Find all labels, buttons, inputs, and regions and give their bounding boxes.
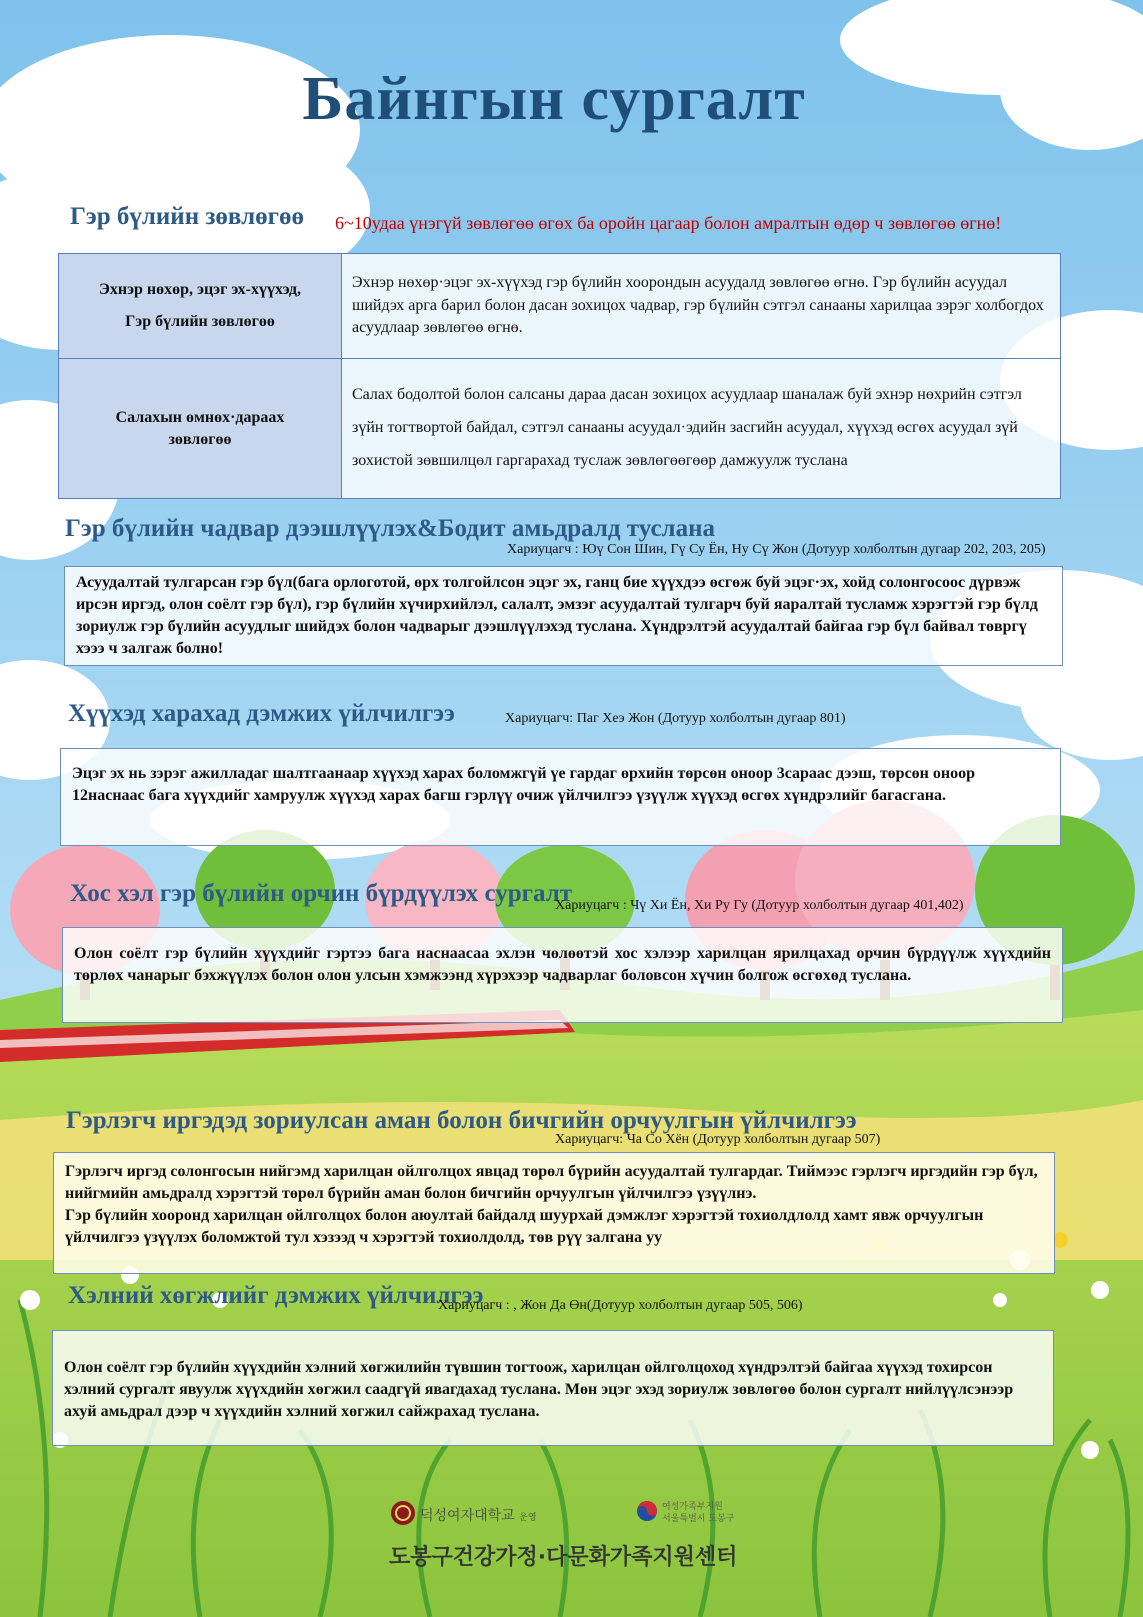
page-title: Байнгын сургалт [302, 65, 806, 133]
childcare-description: Эцэг эх нь зэрэг ажилладаг шалтгаанаар хүүхэд харах боломжгүй үе гардаг өрхийн төрсөн оноор 3сараас дээш, төрсөн оноор 12наснаас бага хүүхдийг хамруулж хүүхэд харах багш гэрлүү очиж үйлчилгээ үзүүлж хүүхэд өсгөх хүндрэлийг багасгана. [60, 748, 1061, 846]
table-row-text: Эхнэр нөхөр·эцэг эх-хүүхэд гэр бүлийн хоорондын асуудалд зөвлөгөө өгнө. Гэр бүлийн асуудал шийдэх арга барил болон дасан зохицох чадвар, гэр бүлийн сэтгэл санааны харилцаа зэрэг холбогдох асуудлаар зөвлөгөө өгнө. [342, 254, 1061, 359]
label-line: зөвлөгөө [168, 430, 232, 448]
interpretation-heading: Гэрлэгч иргэдэд зориулсан аман болон бичгийн орчуулгын үйлчилгээ [66, 1107, 857, 1134]
language-description: Олон соёлт гэр бүлийн хүүхдийн хэлний хөгжилийн түвшин тогтоож, харилцан ойлголцоход хүндрэлтэй байгаа хүүхэд тохирсон хэлний сургалт явуулж хүүхдийн хөгжил саадгүй явагдахад туслана. Мөн эцэг эхэд зориулж зөвлөгөө болон сургалт нийлүүлсэнээр ахуй амьдрал дээр ч хүүхдийн хэлний хөгжил сайжрахад туслана. [52, 1330, 1054, 1446]
table-row-label [59, 254, 342, 359]
family-counseling-table [58, 253, 1061, 499]
childcare-contact: Хариуцагч: Паг Хеэ Жон (Дотуур холболтын дугаар 801) [505, 711, 846, 726]
capability-contact: Хариуцагч : Юү Сон Шин, Гү Су Ён, Ну Сү Жон (Дотуур холболтын дугаар 202, 203, 205) [507, 542, 1046, 557]
ministry-line: 여성가족부지원 [662, 1502, 723, 1512]
university-logo [390, 1500, 416, 1531]
table-row [59, 359, 1061, 499]
interpretation-paragraph: Гэр бүлийн хооронд харилцан ойлголцох болон аюултай байдалд шуурхай дэмжлэг хэрэгтэй тохиолдлолд хамт явж орчуулгын үйлчилгээ үзүүлэх боломжтой тул хэзээд ч хэрэгтэй тохиолдолд, төв рүү залгана уу [65, 1207, 984, 1247]
label-line: Салахын өмнөх·дараах [115, 408, 285, 426]
free-counseling-note: 6~10удаа үнэгүй зөвлөгөө өгөх ба оройн цагаар болон амралтын өдөр ч зөвлөгөө өгнө! [335, 213, 1002, 233]
university-emblem-icon [390, 1500, 416, 1526]
table-row-label [59, 359, 342, 499]
capability-description: Асуудалтай тулгарсан гэр бүл(бага орлоготой, өрх толгойлсон эцэг эх, ганц бие хүүхдээ өсгөж буй эцэг·эх, хойд солонгосоос дүрвэж ирсэн иргэд, олон соёлт гэр бүл), гэр бүлийн хүчирхийлэл, салалт, эмзэг асуудалтай тулгарч буй яаралтай тусламж хэрэгтэй гэр бүлд зориулж гэр бүлийн асуудлыг шийдэх болон чадварыг дээшлүүлэхэд туслана. Хүндрэлтэй асуудалтай байгаа гэр бүл байвал төвргү хэээ ч залгаж болно! [64, 566, 1063, 666]
interpretation-contact: Хариуцагч: Ча Со Хён (Дотуур холболтын дугаар 507) [555, 1132, 881, 1147]
language-heading: Хэлний хөгжлийг дэмжих үйлчилгээ [68, 1282, 484, 1309]
capability-heading: Гэр бүлийн чадвар дээшлүүлэх&Бодит амьдралд туслана [65, 515, 715, 542]
table-row-text: Салах бодолтой болон салсаны дараа дасан зохицох асуудлаар шаналаж буй эхнэр нөхрийн сэтгэл зүйн тогтвортой байдал, сэтгэл санааны асуудал·эдийн засгийн асуудал, хүүхэд өсгөх асуудал зүй зохистой зөвшилцөл гаргарахад туслаж зөвлөгөөгөөр дамжуулж туслана [342, 359, 1061, 499]
center-name: 도봉구건강가정·다문화가족지원센터 [389, 1545, 738, 1570]
ministry-line: 서울특별시 도봉구 [662, 1513, 735, 1524]
taegeuk-emblem-icon [636, 1500, 658, 1522]
interpretation-paragraph: Гэрлэгч иргэд солонгосын нийгэмд харилцан ойлголцох явцад төрөл бүрийн асуудалтай тулгардаг. Тиймээс гэрлэгч иргэдийн гэр бүл, нийгмийн амьдралд хэрэгтэй төрөл бүрийн аман болон бичгийн орчуулгын үйлчилгээ үзүүлнэ. [65, 1163, 1038, 1203]
bilingual-description: Олон соёлт гэр бүлийн хүүхдийг гэртээ бага наснаасаа эхлэн чөлөөтэй хос хэлээр харилцан ярилцахад орчин бүрдүүлж хүүхдийн төрлөх чанарыг бэхжүүлэх болон олон улсын хэмжээнд хүрэхээр чадварлаг боловсон хүчин болгож өсгөхөд туслана. [62, 927, 1063, 1023]
university-name-text: 덕성여자대학교 [420, 1508, 515, 1524]
university-name [420, 1505, 537, 1525]
table-row [59, 254, 1061, 359]
childcare-heading: Хүүхэд харахад дэмжих үйлчилгээ [68, 700, 455, 727]
label-line: Эхнэр нөхөр, эцэг эх-хүүхэд, [99, 281, 301, 298]
language-contact: Хариуцагч : , Жон Да Өн(Дотуур холболтын дугаар 505, 506) [438, 1298, 803, 1313]
ministry-text [662, 1502, 734, 1525]
label-line: Гэр бүлийн зөвлөгөө [125, 313, 275, 330]
interpretation-description [53, 1152, 1055, 1274]
bilingual-heading: Хос хэл гэр бүлийн орчин бүрдүүлэх сургалт [70, 880, 573, 907]
ministry-logo [636, 1500, 658, 1527]
university-suffix: 운영 [519, 1513, 537, 1523]
family-counseling-heading: Гэр бүлийн зөвлөгөө [70, 203, 304, 230]
bilingual-contact: Хариуцагч : Чү Хи Ён, Хи Ру Гу (Дотуур холболтын дугаар 401,402) [555, 898, 964, 913]
